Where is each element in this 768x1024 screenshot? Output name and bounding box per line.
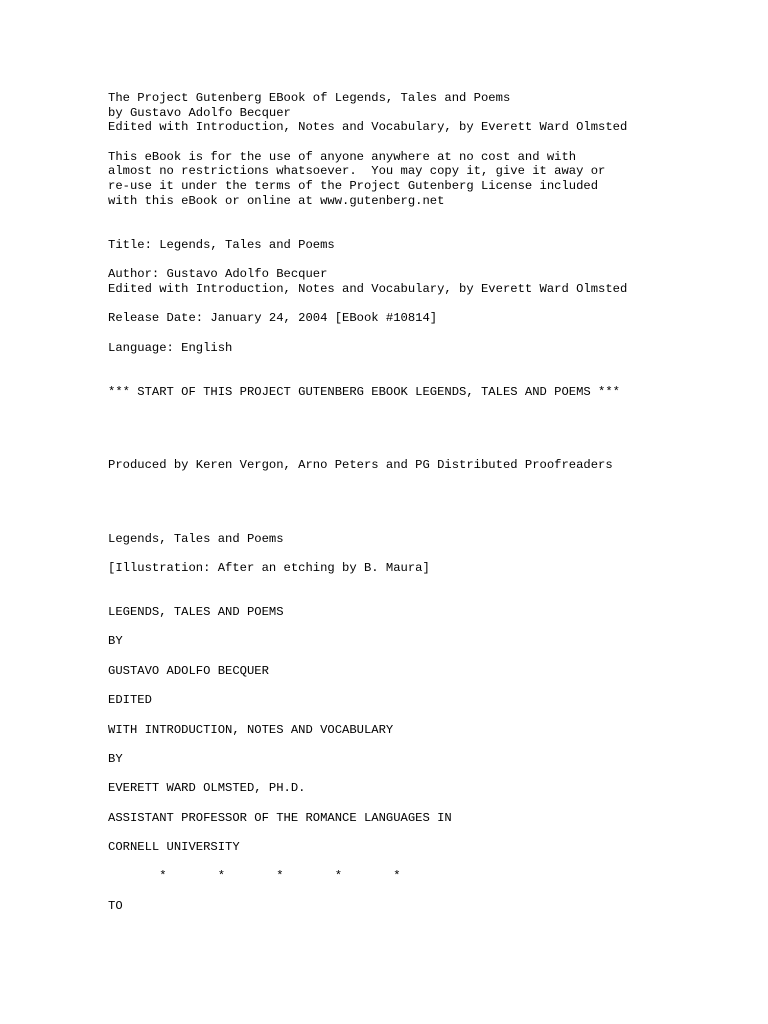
text-line: EDITED	[108, 693, 152, 708]
text-line: * * * * *	[108, 869, 401, 884]
text-line: Edited with Introduction, Notes and Vocabulary, by Everett Ward Olmsted	[108, 281, 628, 296]
text-line	[108, 488, 728, 503]
text-line: Edited with Introduction, Notes and Vocabulary, by Everett Ward Olmsted	[108, 120, 628, 135]
text-line	[108, 253, 728, 268]
text-line: LEGENDS, TALES AND POEMS	[108, 605, 284, 620]
text-line	[108, 444, 728, 459]
text-line	[108, 796, 728, 811]
text-line: almost no restrictions whatsoever. You may copy it, give it away or	[108, 164, 606, 179]
text-line	[108, 546, 728, 561]
text-line: *** START OF THIS PROJECT GUTENBERG EBOOK LEGENDS, TALES AND POEMS ***	[108, 384, 620, 399]
text-line: TO	[108, 898, 123, 913]
text-line	[108, 223, 728, 238]
text-line	[108, 135, 728, 150]
text-line	[108, 209, 728, 224]
text-line: CORNELL UNIVERSITY	[108, 840, 240, 855]
text-line: WITH INTRODUCTION, NOTES AND VOCABULARY	[108, 722, 394, 737]
text-line	[108, 649, 728, 664]
text-line	[108, 855, 728, 870]
text-line	[108, 825, 728, 840]
text-line	[108, 370, 728, 385]
text-line: Release Date: January 24, 2004 [EBook #10814]	[108, 311, 438, 326]
text-line	[108, 708, 728, 723]
text-line: [Illustration: After an etching by B. Maura]	[108, 561, 430, 575]
text-line	[108, 429, 728, 444]
text-line: by Gustavo Adolfo Becquer	[108, 105, 291, 120]
text-line: Author: Gustavo Adolfo Becquer	[108, 267, 328, 282]
text-line	[108, 297, 728, 312]
text-line: Language: English	[108, 340, 233, 355]
text-line	[108, 767, 728, 782]
text-line	[108, 576, 728, 591]
text-line: with this eBook or online at www.gutenberg.net	[108, 193, 445, 208]
text-line	[108, 473, 728, 488]
document-text	[108, 91, 728, 914]
text-line: EVERETT WARD OLMSTED, PH.D.	[108, 781, 306, 796]
text-line: Produced by Keren Vergon, Arno Peters and PG Distributed Proofreaders	[108, 458, 613, 473]
text-line: Legends, Tales and Poems	[108, 531, 284, 546]
text-line: BY	[108, 634, 123, 649]
text-line: GUSTAVO ADOLFO BECQUER	[108, 663, 269, 678]
text-line	[108, 590, 728, 605]
text-line: This eBook is for the use of anyone anywhere at no cost and with	[108, 149, 577, 164]
text-line	[108, 737, 728, 752]
text-line	[108, 414, 728, 429]
text-line: BY	[108, 751, 123, 766]
text-line	[108, 399, 728, 414]
text-line	[108, 355, 728, 370]
text-line: re-use it under the terms of the Project Gutenberg License included	[108, 179, 599, 194]
text-line: Title: Legends, Tales and Poems	[108, 237, 335, 252]
text-line	[108, 679, 728, 694]
text-line	[108, 620, 728, 635]
text-line	[108, 884, 728, 899]
text-line: ASSISTANT PROFESSOR OF THE ROMANCE LANGUAGES IN	[108, 810, 452, 825]
text-line	[108, 517, 728, 532]
text-line	[108, 326, 728, 341]
text-line: The Project Gutenberg EBook of Legends, Tales and Poems	[108, 91, 511, 105]
text-line	[108, 502, 728, 517]
